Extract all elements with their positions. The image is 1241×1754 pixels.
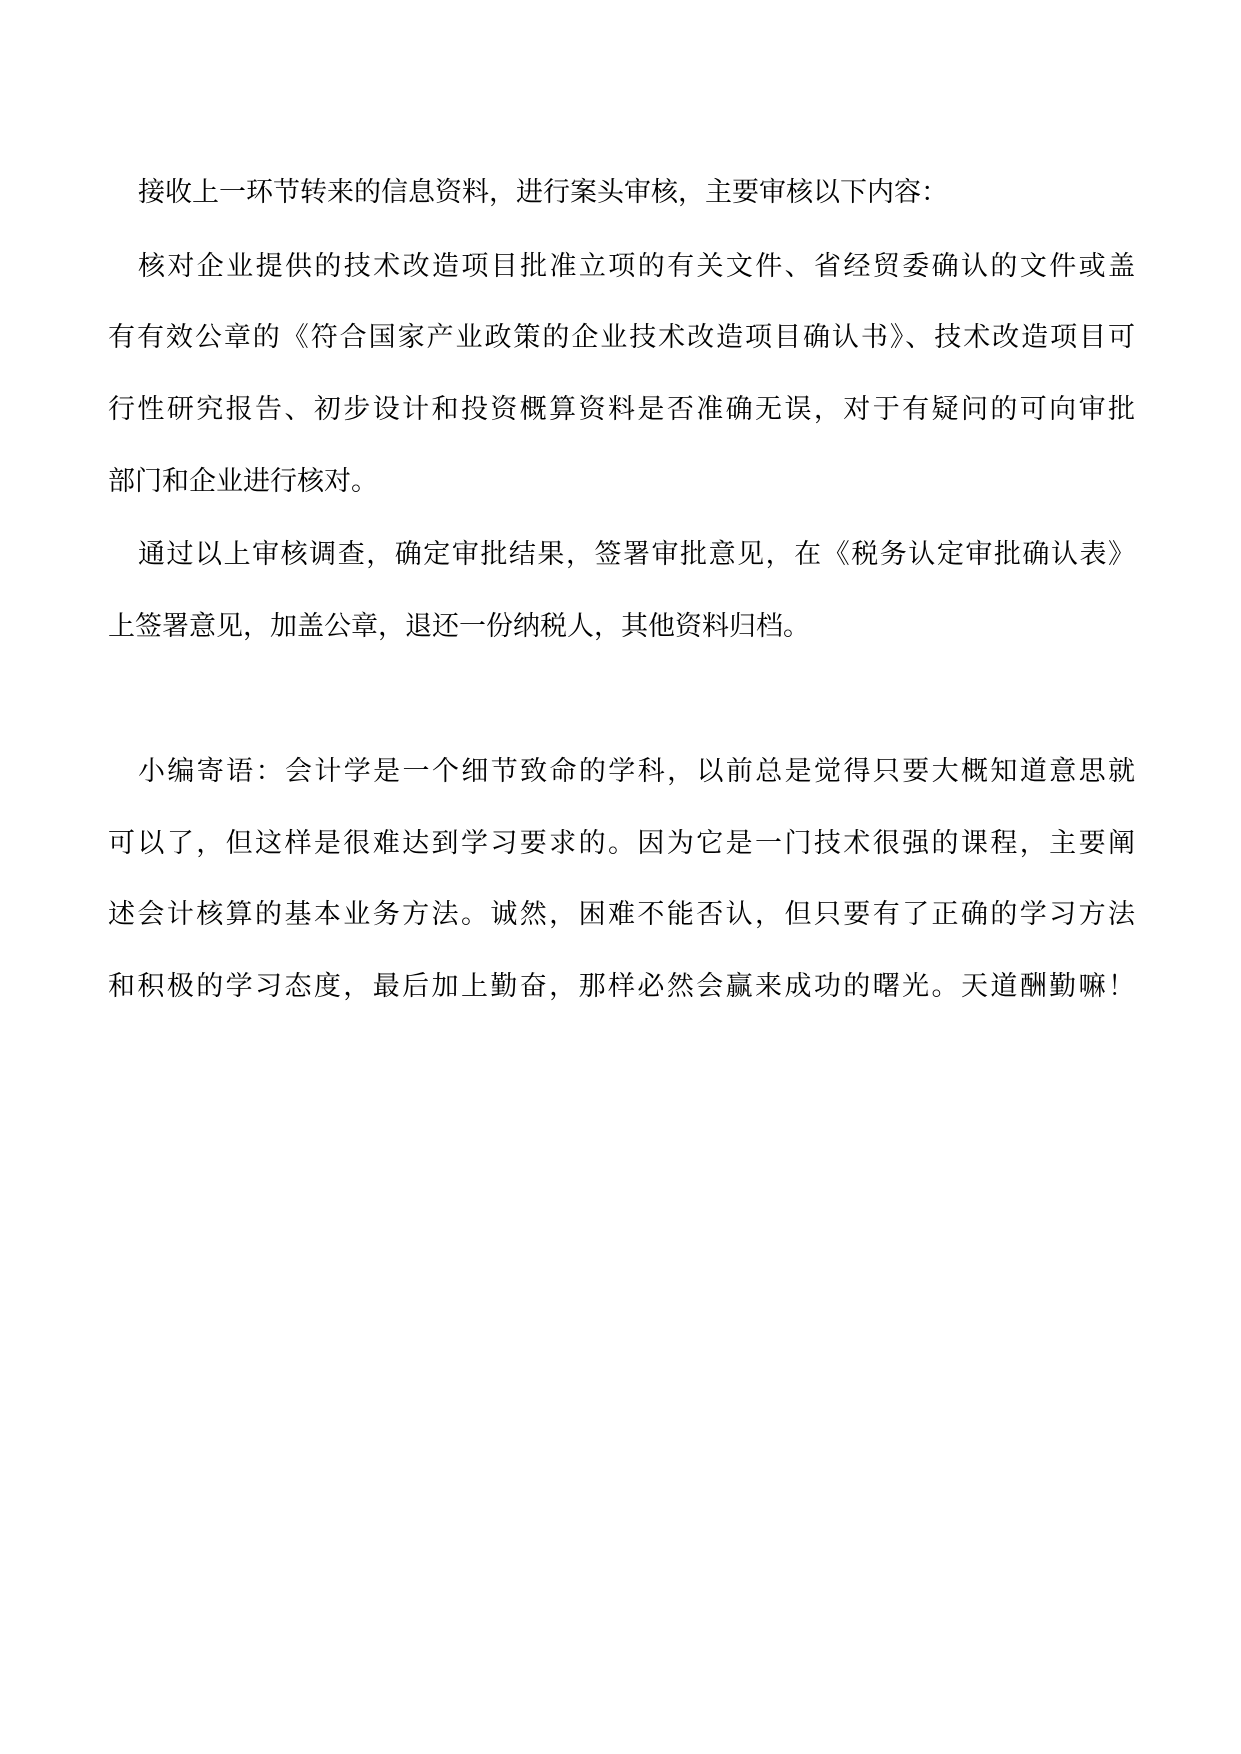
text-line: 和积极的学习态度，最后加上勤奋，那样必然会赢来成功的曙光。天道酬勤嘛！ [108, 971, 1135, 1002]
text-line: 述会计核算的基本业务方法。诚然，困难不能否认，但只要有了正确的学习方法 [108, 899, 1135, 930]
text-line: 接收上一环节转来的信息资料，进行案头审核，主要审核以下内容： [138, 177, 948, 208]
text-line: 行性研究报告、初步设计和投资概算资料是否准确无误，对于有疑问的可向审批 [108, 394, 1135, 425]
text-line: 上签署意见，加盖公章，退还一份纳税人，其他资料归档。 [108, 611, 810, 642]
text-line: 小编寄语：会计学是一个细节致命的学科，以前总是觉得只要大概知道意思就 [138, 756, 1135, 787]
text-line: 核对企业提供的技术改造项目批准立项的有关文件、省经贸委确认的文件或盖 [138, 251, 1135, 282]
text-line: 部门和企业进行核对。 [108, 466, 378, 497]
text-line: 有有效公章的《符合国家产业政策的企业技术改造项目确认书》、技术改造项目可 [108, 322, 1135, 353]
text-line: 通过以上审核调查，确定审批结果，签署审批意见，在《税务认定审批确认表》 [138, 539, 1135, 570]
text-line: 可以了，但这样是很难达到学习要求的。因为它是一门技术很强的课程，主要阐 [108, 828, 1135, 859]
